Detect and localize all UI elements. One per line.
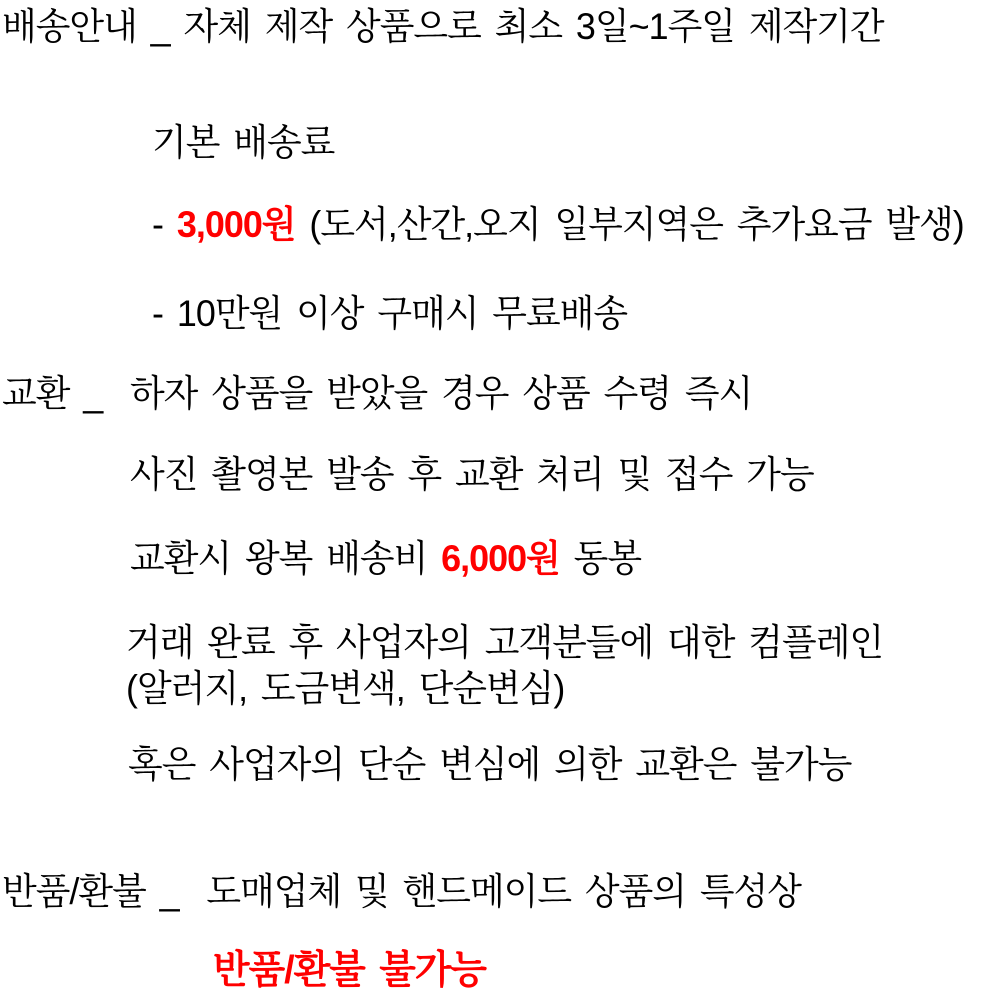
- refund-impossible-notice: 반품/환불 불가능: [213, 949, 486, 992]
- complaint-line-1: 거래 완료 후 사업자의 고객분들에 대한 컴플레인: [126, 622, 884, 663]
- free-shipping-line: - 10만원 이상 구매시 무료배송: [152, 293, 628, 334]
- shipping-section-heading: 배송안내 _ 자체 제작 상품으로 최소 3일~1주일 제작기간: [2, 6, 884, 47]
- complaint-line-2: (알러지, 도금변색, 단순변심): [126, 668, 565, 709]
- exchange-fee-amount: 6,000원: [441, 538, 560, 579]
- exchange-fee-prefix: 교환시 왕복 배송비: [130, 538, 442, 579]
- exchange-complaint-block: [126, 620, 883, 712]
- exchange-fee-suffix: 동봉: [559, 538, 642, 579]
- base-shipping-fee-line: [152, 202, 964, 248]
- fee-line-prefix: -: [152, 204, 177, 245]
- exchange-fee-line: [130, 536, 641, 582]
- shipping-fee-amount: 3,000원: [176, 204, 296, 245]
- base-shipping-fee-label: 기본 배송료: [152, 122, 335, 163]
- fee-line-suffix: (도서,산간,오지 일부지역은 추가요금 발생): [295, 204, 964, 245]
- refund-section-heading: 반품/환불 _ 도매업체 및 핸드메이드 상품의 특성상: [2, 871, 801, 912]
- exchange-section-heading: 교환 _ 하자 상품을 받았을 경우 상품 수령 즉시: [2, 373, 753, 414]
- exchange-refusal-line: 혹은 사업자의 단순 변심에 의한 교환은 불가능: [128, 744, 852, 785]
- exchange-photo-line: 사진 촬영본 발송 후 교환 처리 및 접수 가능: [130, 454, 814, 495]
